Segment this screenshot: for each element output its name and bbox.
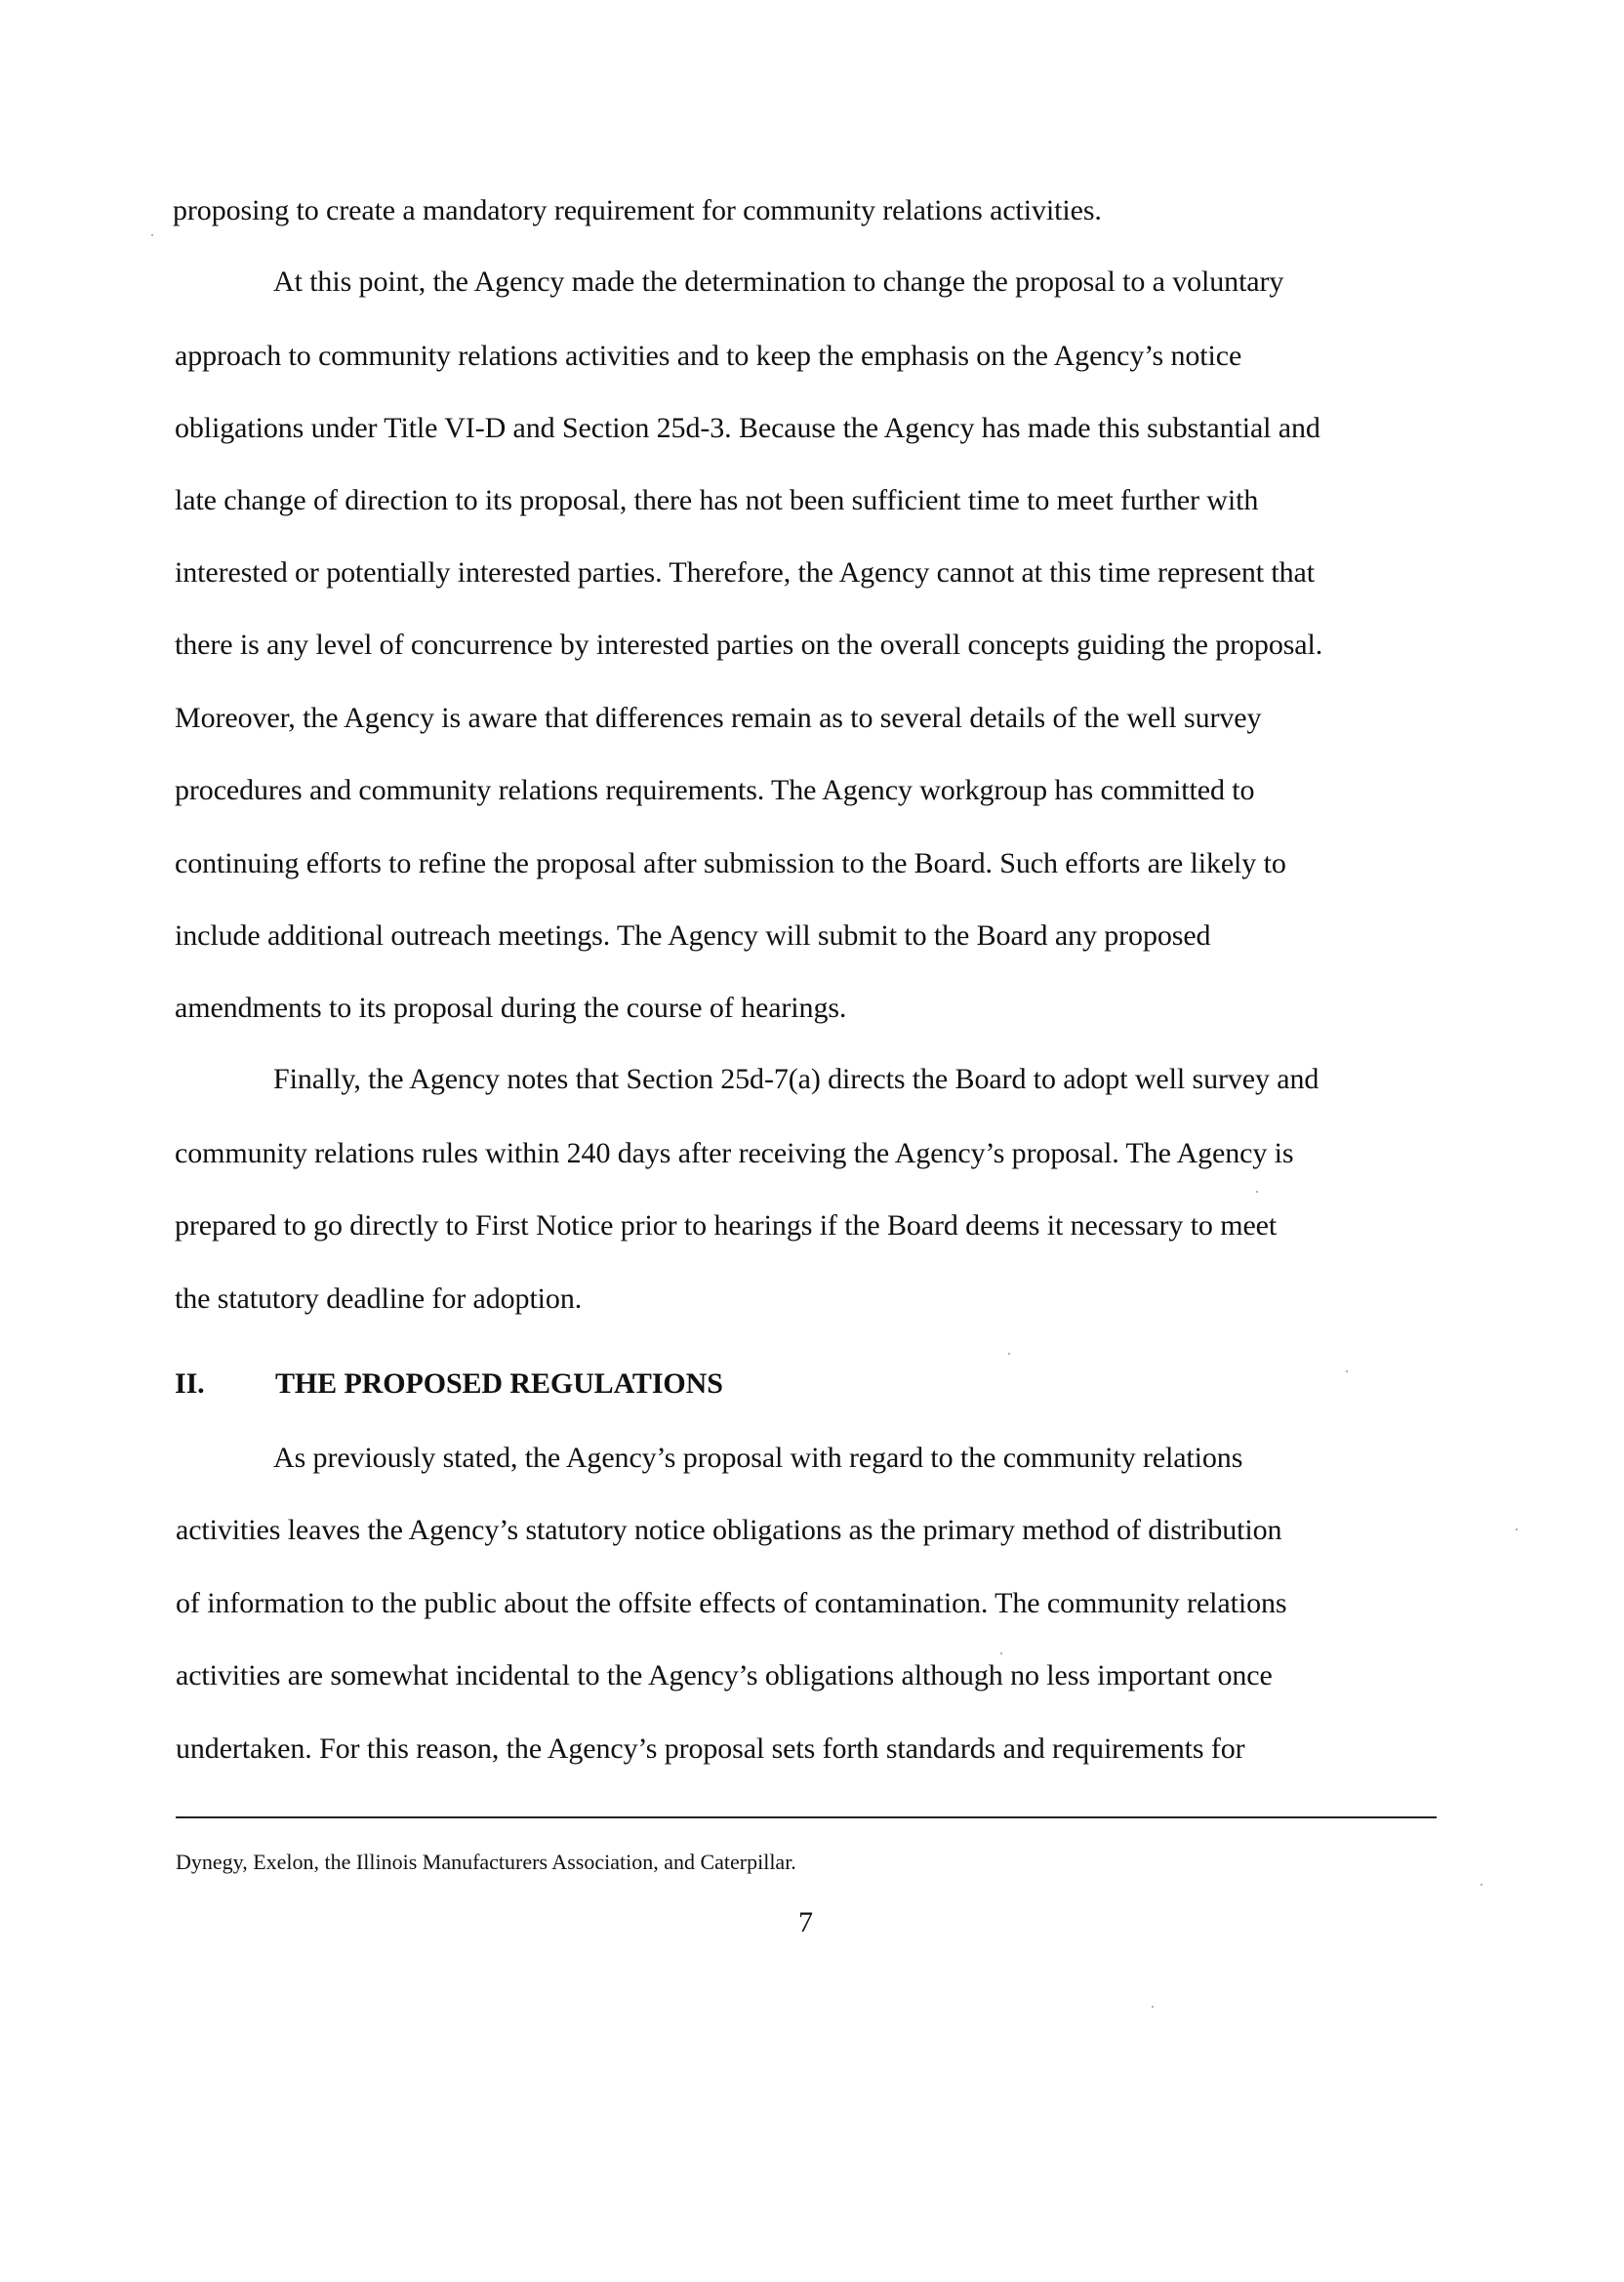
body-line-6: interested or potentially interested parties. Therefore, the Agency cannot at this time represent that [175, 556, 1315, 589]
section-title: THE PROPOSED REGULATIONS [275, 1367, 723, 1400]
section-line-2: activities leaves the Agency’s statutory notice obligations as the primary method of distribution [176, 1514, 1282, 1546]
body-line-5: late change of direction to its proposal, there has not been sufficient time to meet further with [175, 484, 1259, 516]
body-line-1: proposing to create a mandatory requirement for community relations activities. [173, 194, 1102, 226]
body-line-15: prepared to go directly to First Notice prior to hearings if the Board deems it necessary to meet [175, 1209, 1278, 1242]
body-line-13: Finally, the Agency notes that Section 25d-7(a) directs the Board to adopt well survey and [273, 1063, 1320, 1095]
footnote-separator [176, 1816, 1437, 1818]
scan-speck [1346, 1370, 1348, 1372]
scan-speck [1481, 1884, 1482, 1886]
section-line-3: of information to the public about the offsite effects of contamination. The community relations [176, 1587, 1287, 1619]
body-line-4: obligations under Title VI-D and Section 25d-3. Because the Agency has made this substantial and [175, 412, 1320, 444]
section-line-5: undertaken. For this reason, the Agency’s proposal sets forth standards and requirements for [176, 1732, 1245, 1765]
scan-speck [151, 234, 153, 236]
body-line-14: community relations rules within 240 days after receiving the Agency’s proposal. The Agency is [175, 1137, 1294, 1169]
scan-speck [1000, 1652, 1002, 1654]
scan-speck [1152, 2006, 1154, 2008]
body-line-11: include additional outreach meetings. The Agency will submit to the Board any proposed [175, 919, 1211, 952]
scan-speck [1516, 1528, 1518, 1530]
section-line-4: activities are somewhat incidental to the Agency’s obligations although no less important once [176, 1659, 1273, 1691]
body-line-3: approach to community relations activities and to keep the emphasis on the Agency’s notice [175, 340, 1242, 372]
footnote-text: Dynegy, Exelon, the Illinois Manufacturers Association, and Caterpillar. [176, 1850, 796, 1874]
body-line-16: the statutory deadline for adoption. [175, 1283, 583, 1315]
page-number: 7 [798, 1906, 813, 1938]
section-line-1: As previously stated, the Agency’s proposal with regard to the community relations [273, 1442, 1243, 1474]
body-line-2: At this point, the Agency made the determination to change the proposal to a voluntary [273, 265, 1284, 298]
scan-speck [1256, 1191, 1258, 1193]
section-number: II. [175, 1367, 205, 1400]
body-line-10: continuing efforts to refine the proposal after submission to the Board. Such efforts are likely to [175, 847, 1286, 879]
body-line-7: there is any level of concurrence by interested parties on the overall concepts guiding the proposal. [175, 629, 1323, 661]
scan-speck [1008, 1353, 1010, 1355]
body-line-12: amendments to its proposal during the course of hearings. [175, 992, 847, 1024]
body-line-8: Moreover, the Agency is aware that differences remain as to several details of the well survey [175, 702, 1262, 734]
body-line-9: procedures and community relations requirements. The Agency workgroup has committed to [175, 774, 1255, 806]
